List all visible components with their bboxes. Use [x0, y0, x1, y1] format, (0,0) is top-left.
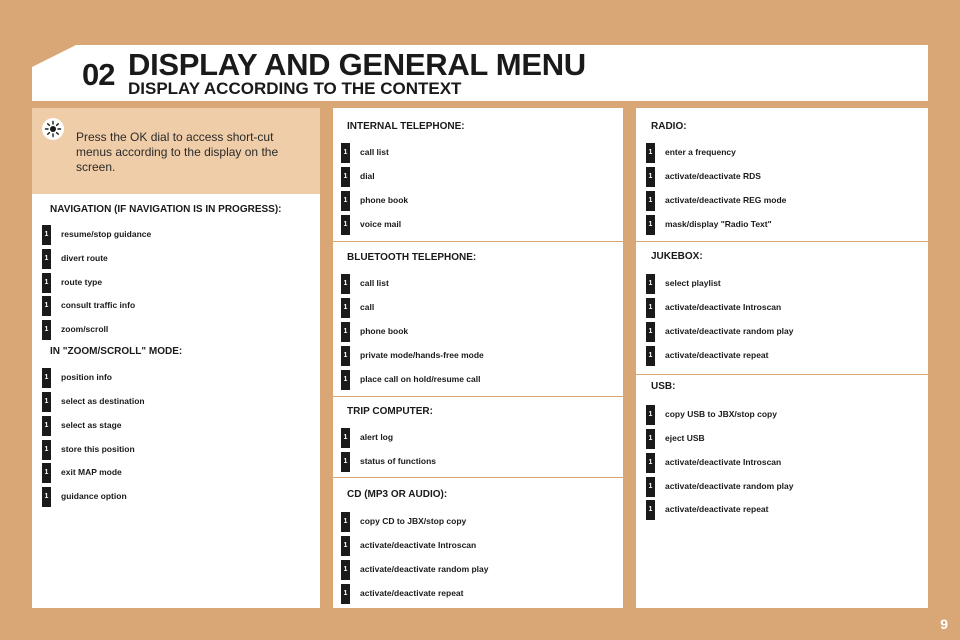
number-badge: 1 [646, 500, 655, 520]
item-label: consult traffic info [61, 300, 136, 310]
item-label: voice mail [360, 219, 402, 229]
section-divider [636, 241, 928, 242]
item-label: resume/stop guidance [61, 229, 152, 239]
item-label: alert log [360, 432, 394, 442]
number-badge: 1 [341, 560, 350, 580]
section-title-radio: RADIO: [651, 121, 687, 132]
item-label: activate/deactivate RDS [665, 171, 761, 181]
number-badge: 1 [42, 225, 51, 245]
tip-box [32, 108, 320, 194]
number-badge: 1 [42, 463, 51, 483]
header-notch [32, 45, 76, 67]
item-label: activate/deactivate Introscan [665, 457, 782, 467]
item-label: store this position [61, 444, 135, 454]
item-label: select as stage [61, 420, 122, 430]
item-label: divert route [61, 253, 108, 263]
section-title-navigation: NAVIGATION (IF NAVIGATION IS IN PROGRESS): [50, 204, 282, 215]
item-label: copy CD to JBX/stop copy [360, 516, 467, 526]
number-badge: 1 [341, 298, 350, 318]
number-badge: 1 [42, 392, 51, 412]
section-title-usb: USB: [651, 381, 676, 392]
number-badge: 1 [42, 368, 51, 388]
number-badge: 1 [42, 320, 51, 340]
item-label: place call on hold/resume call [360, 374, 481, 384]
item-label: call list [360, 278, 389, 288]
number-badge: 1 [341, 191, 350, 211]
section-title-zoom: IN "ZOOM/SCROLL" MODE: [50, 346, 183, 357]
chapter-number: 02 [82, 57, 115, 92]
tip-text: Press the OK dial to access short-cut menus according to the display on the screen. [76, 130, 279, 174]
number-badge: 1 [42, 487, 51, 507]
middle-panel [333, 108, 623, 608]
number-badge: 1 [646, 215, 655, 235]
number-badge: 1 [42, 296, 51, 316]
item-label: activate/deactivate random play [665, 326, 794, 336]
number-badge: 1 [42, 440, 51, 460]
item-label: private mode/hands-free mode [360, 350, 484, 360]
item-label: guidance option [61, 491, 127, 501]
number-badge: 1 [646, 143, 655, 163]
number-badge: 1 [646, 191, 655, 211]
page-subtitle: DISPLAY ACCORDING TO THE CONTEXT [128, 79, 462, 98]
number-badge: 1 [646, 274, 655, 294]
item-label: exit MAP mode [61, 467, 122, 477]
item-label: select as destination [61, 396, 145, 406]
number-badge: 1 [646, 429, 655, 449]
section-divider [333, 477, 623, 478]
section-title-jukebox: JUKEBOX: [651, 251, 703, 262]
number-badge: 1 [341, 346, 350, 366]
number-badge: 1 [341, 322, 350, 342]
section-title-internal-telephone: INTERNAL TELEPHONE: [347, 121, 465, 132]
section-title-bluetooth-telephone: BLUETOOTH TELEPHONE: [347, 252, 477, 263]
item-label: phone book [360, 326, 409, 336]
number-badge: 1 [646, 167, 655, 187]
section-title-cd: CD (MP3 OR AUDIO): [347, 489, 448, 500]
item-label: activate/deactivate Introscan [665, 302, 782, 312]
number-badge: 1 [341, 274, 350, 294]
number-badge: 1 [341, 143, 350, 163]
section-title-trip-computer: TRIP COMPUTER: [347, 406, 433, 417]
item-label: enter a frequency [665, 147, 736, 157]
sun-icon [42, 118, 64, 140]
number-badge: 1 [341, 512, 350, 532]
item-label: activate/deactivate repeat [665, 350, 769, 360]
item-label: activate/deactivate repeat [665, 504, 769, 514]
number-badge: 1 [341, 167, 350, 187]
number-badge: 1 [341, 536, 350, 556]
item-label: activate/deactivate Introscan [360, 540, 477, 550]
item-label: zoom/scroll [61, 324, 109, 334]
item-label: call list [360, 147, 389, 157]
section-divider [333, 241, 623, 242]
section-divider [636, 374, 928, 375]
page-title: DISPLAY AND GENERAL MENU [128, 47, 586, 82]
item-label: call [360, 302, 375, 312]
number-badge: 1 [646, 346, 655, 366]
number-badge: 1 [646, 405, 655, 425]
right-panel [636, 108, 928, 608]
number-badge: 1 [42, 416, 51, 436]
item-label: activate/deactivate random play [360, 564, 489, 574]
number-badge: 1 [42, 273, 51, 293]
item-label: select playlist [665, 278, 721, 288]
number-badge: 1 [646, 322, 655, 342]
number-badge: 1 [341, 584, 350, 604]
number-badge: 1 [646, 453, 655, 473]
number-badge: 1 [341, 215, 350, 235]
item-label: position info [61, 372, 112, 382]
item-label: phone book [360, 195, 409, 205]
item-label: dial [360, 171, 375, 181]
item-label: activate/deactivate REG mode [665, 195, 787, 205]
page-number: 9 [940, 616, 948, 632]
number-badge: 1 [341, 452, 350, 472]
left-panel [32, 108, 320, 608]
item-label: status of functions [360, 456, 437, 466]
number-badge: 1 [341, 370, 350, 390]
number-badge: 1 [646, 298, 655, 318]
section-divider [333, 396, 623, 397]
item-label: eject USB [665, 433, 705, 443]
item-label: route type [61, 277, 103, 287]
number-badge: 1 [646, 477, 655, 497]
number-badge: 1 [341, 428, 350, 448]
number-badge: 1 [42, 249, 51, 269]
item-label: copy USB to JBX/stop copy [665, 409, 777, 419]
item-label: activate/deactivate repeat [360, 588, 464, 598]
item-label: mask/display "Radio Text" [665, 219, 772, 229]
item-label: activate/deactivate random play [665, 481, 794, 491]
